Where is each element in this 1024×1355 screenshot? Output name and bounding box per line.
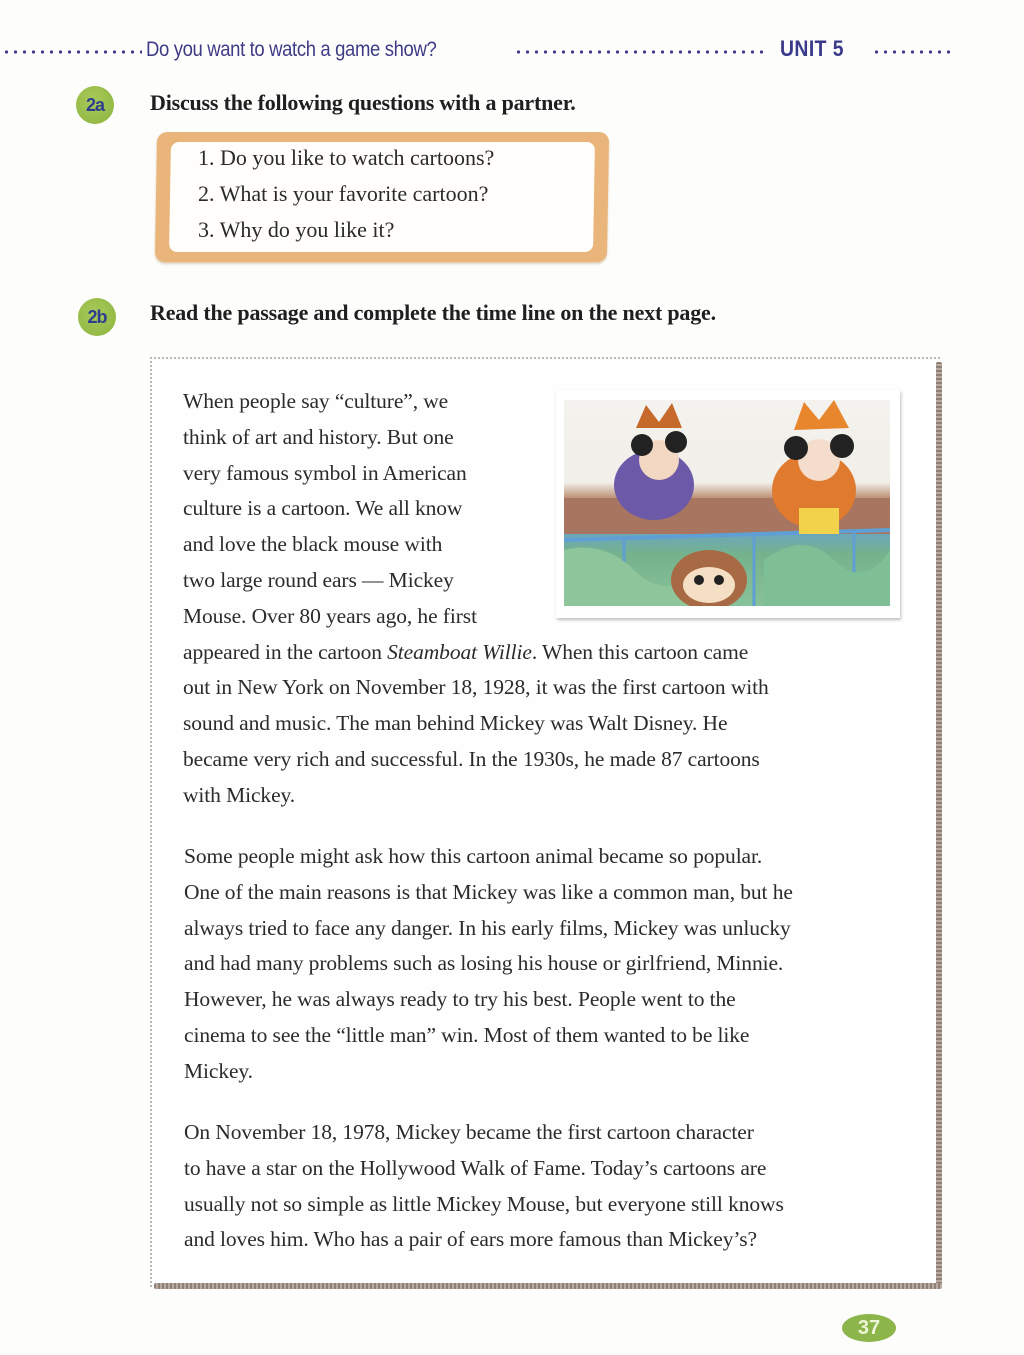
passage-line: culture is a cartoon. We all know (183, 496, 463, 521)
passage-line: very famous symbol in American (183, 460, 467, 485)
minnie-ear (830, 434, 854, 458)
section-badge-2b: 2b (78, 298, 116, 336)
passage-line: When people say “culture”, we (183, 389, 449, 413)
discussion-questions-list (198, 140, 494, 248)
passage-text: . When this cartoon came (531, 639, 749, 664)
passage-line: Mouse. Over 80 years ago, he first (183, 603, 477, 628)
section-2b-heading: Read the passage and complete the time line on the next page. (150, 300, 716, 325)
minnie-skirt (799, 508, 839, 534)
passage-line: Some people might ask how this cartoon animal became so popular. (184, 844, 763, 868)
section-2a-heading: Discuss the following questions with a partner. (150, 90, 576, 115)
header-dotted-rule-middle (514, 50, 766, 54)
passage-paragraph-1 (183, 384, 769, 814)
header-dotted-rule-right (872, 50, 952, 54)
passage-line: became very rich and successful. In the 1930s, he made 87 cartoons (183, 746, 760, 771)
passage-line: with Mickey. (183, 782, 296, 807)
minnie-ear (784, 436, 808, 460)
passage-line: sound and music. The man behind Mickey was Walt Disney. He (183, 711, 728, 736)
passage-box-edge-bottom (154, 1283, 942, 1289)
passage-paragraph-2 (184, 839, 793, 1090)
passage-paragraph-3 (184, 1115, 784, 1258)
passage-line: However, he was always ready to try his best. People went to the (184, 987, 736, 1012)
running-header (0, 36, 1024, 66)
passage-line: usually not so simple as little Mickey Mouse, but everyone still knows (184, 1191, 784, 1216)
passage-box-edge-right (936, 362, 942, 1288)
minnie-jester-hat (794, 400, 849, 430)
passage-line (183, 635, 769, 671)
question-item: 1. Do you like to watch cartoons? (198, 145, 495, 170)
passage-line: and loves him. Who has a pair of ears more famous than Mickey’s? (184, 1227, 757, 1252)
passage-line: Mickey. (184, 1058, 253, 1083)
passage-line: out in New York on November 18, 1928, it was the first cartoon with (183, 675, 769, 700)
lesson-title: Do you want to watch a game show? (146, 38, 437, 61)
passage-line: to have a star on the Hollywood Walk of Fame. Today’s cartoons are (184, 1155, 767, 1180)
passage-line: always tried to face any danger. In his early films, Mickey was unlucky (184, 915, 791, 940)
passage-line: think of art and history. But one (183, 424, 454, 449)
header-dotted-rule-left (2, 50, 142, 54)
passage-text: appeared in the cartoon (183, 639, 388, 664)
float-decoration (764, 545, 890, 606)
section-badge-2a: 2a (76, 86, 114, 124)
passage-line: two large round ears — Mickey (183, 567, 454, 592)
passage-line: and love the black mouse with (183, 532, 443, 557)
question-item: 2. What is your favorite cartoon? (198, 181, 489, 206)
passage-line: On November 18, 1978, Mickey became the first cartoon character (184, 1120, 754, 1144)
question-item: 3. Why do you like it? (198, 217, 395, 242)
page-number: 37 (842, 1314, 896, 1342)
cartoon-title: Steamboat Willie (387, 639, 532, 664)
passage-line: cinema to see the “little man” win. Most of them wanted to be like (184, 1022, 750, 1047)
unit-label: UNIT 5 (780, 36, 844, 61)
passage-line: One of the main reasons is that Mickey was like a common man, but he (184, 879, 793, 904)
passage-line: and had many problems such as losing his house or girlfriend, Minnie. (184, 951, 784, 976)
